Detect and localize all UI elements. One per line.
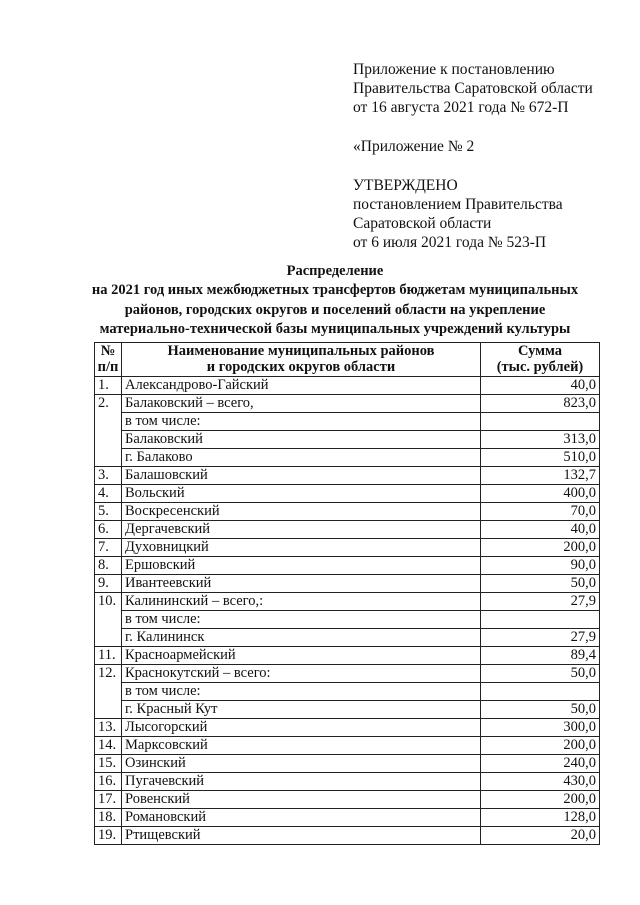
row-number-cell: 16.: [95, 773, 122, 791]
row-amount-cell: 132,7: [481, 467, 600, 485]
table-row: [95, 701, 600, 719]
table-row: [95, 773, 600, 791]
row-name-cell: Озинский: [122, 755, 481, 773]
approved-by-line: Саратовской области: [353, 215, 492, 232]
row-number-cell: 6.: [95, 521, 122, 539]
row-amount-cell: 27,9: [481, 629, 600, 647]
row-amount-cell: 240,0: [481, 755, 600, 773]
column-header-number: № п/п: [95, 343, 122, 377]
row-name-cell: Марксовский: [122, 737, 481, 755]
row-amount-cell: 40,0: [481, 377, 600, 395]
row-name-cell: Красноармейский: [122, 647, 481, 665]
appendix-label: «Приложение № 2: [353, 138, 475, 155]
row-amount-cell: [481, 683, 600, 701]
row-name-cell: Александрово-Гайский: [122, 377, 481, 395]
table-row: [95, 413, 600, 431]
row-name-cell: г. Балаково: [122, 449, 481, 467]
row-name-cell: Воскресенский: [122, 503, 481, 521]
row-amount-cell: 27,9: [481, 593, 600, 611]
row-amount-cell: 313,0: [481, 431, 600, 449]
row-number-cell: 8.: [95, 557, 122, 575]
row-number-cell: 3.: [95, 467, 122, 485]
row-name-cell: Лысогорский: [122, 719, 481, 737]
row-name-cell: Романовский: [122, 809, 481, 827]
table-row: [95, 575, 600, 593]
row-amount-cell: 70,0: [481, 503, 600, 521]
row-name-cell: Дергачевский: [122, 521, 481, 539]
row-amount-cell: 20,0: [481, 827, 600, 845]
table-row: [95, 539, 600, 557]
row-amount-cell: 40,0: [481, 521, 600, 539]
table-row: [95, 431, 600, 449]
header-line: Приложение к постановлению: [353, 61, 555, 78]
row-number-cell: 12.: [95, 665, 122, 683]
approved-label: УТВЕРЖДЕНО: [353, 177, 458, 194]
table-row: [95, 485, 600, 503]
row-amount-cell: 200,0: [481, 539, 600, 557]
row-number-cell: [95, 431, 122, 449]
document-title: [40, 262, 630, 339]
row-name-cell: Краснокутский – всего:: [122, 665, 481, 683]
title-line: материально-технической базы муниципальных учреждений культуры: [99, 320, 571, 337]
row-number-cell: 18.: [95, 809, 122, 827]
row-number-cell: 17.: [95, 791, 122, 809]
row-name-cell: Вольский: [122, 485, 481, 503]
row-amount-cell: 823,0: [481, 395, 600, 413]
column-header-name: Наименование муниципальных районов и городских округов области: [122, 343, 481, 377]
table-row: [95, 467, 600, 485]
row-number-cell: 14.: [95, 737, 122, 755]
row-name-cell: Балаковский: [122, 431, 481, 449]
row-number-cell: 19.: [95, 827, 122, 845]
table-body: [95, 377, 600, 845]
table-row: [95, 521, 600, 539]
row-number-cell: 15.: [95, 755, 122, 773]
row-number-cell: 2.: [95, 395, 122, 413]
row-number-cell: 5.: [95, 503, 122, 521]
row-amount-cell: 50,0: [481, 701, 600, 719]
table-row: [95, 719, 600, 737]
table-row: [95, 665, 600, 683]
row-name-cell: Ртищевский: [122, 827, 481, 845]
row-name-cell: Балаковский – всего,: [122, 395, 481, 413]
header-line: от 16 августа 2021 года № 672-П: [353, 99, 569, 116]
row-number-cell: [95, 701, 122, 719]
row-amount-cell: [481, 611, 600, 629]
table-row: [95, 629, 600, 647]
row-number-cell: [95, 449, 122, 467]
table-row: [95, 755, 600, 773]
table-row: [95, 647, 600, 665]
row-number-cell: 1.: [95, 377, 122, 395]
row-number-cell: 11.: [95, 647, 122, 665]
row-amount-cell: 300,0: [481, 719, 600, 737]
row-number-cell: [95, 413, 122, 431]
row-name-cell: г. Калининск: [122, 629, 481, 647]
row-amount-cell: 89,4: [481, 647, 600, 665]
approved-by-line: постановлением Правительства: [353, 196, 563, 213]
row-name-cell: в том числе:: [122, 683, 481, 701]
row-number-cell: [95, 683, 122, 701]
row-amount-cell: [481, 413, 600, 431]
table-row: [95, 449, 600, 467]
table-row: [95, 611, 600, 629]
row-name-cell: Духовницкий: [122, 539, 481, 557]
row-amount-cell: 200,0: [481, 791, 600, 809]
row-name-cell: Пугачевский: [122, 773, 481, 791]
table-header-row: [95, 343, 600, 377]
row-name-cell: в том числе:: [122, 611, 481, 629]
table-row: [95, 827, 600, 845]
table-row: [95, 503, 600, 521]
row-amount-cell: 50,0: [481, 575, 600, 593]
row-name-cell: Ивантеевский: [122, 575, 481, 593]
approved-by-line: от 6 июля 2021 года № 523-П: [353, 234, 547, 251]
table-row: [95, 377, 600, 395]
row-number-cell: [95, 629, 122, 647]
row-number-cell: 9.: [95, 575, 122, 593]
row-amount-cell: 510,0: [481, 449, 600, 467]
table-row: [95, 737, 600, 755]
row-amount-cell: 90,0: [481, 557, 600, 575]
header-line: Правительства Саратовской области: [353, 80, 593, 97]
row-number-cell: 4.: [95, 485, 122, 503]
row-number-cell: 7.: [95, 539, 122, 557]
row-number-cell: 10.: [95, 593, 122, 611]
row-number-cell: 13.: [95, 719, 122, 737]
row-name-cell: Ровенский: [122, 791, 481, 809]
row-amount-cell: 430,0: [481, 773, 600, 791]
table-row: [95, 395, 600, 413]
row-amount-cell: 400,0: [481, 485, 600, 503]
table-row: [95, 557, 600, 575]
row-amount-cell: 50,0: [481, 665, 600, 683]
distribution-table: [94, 342, 600, 845]
table-row: [95, 791, 600, 809]
row-amount-cell: 128,0: [481, 809, 600, 827]
row-amount-cell: 200,0: [481, 737, 600, 755]
table-row: [95, 593, 600, 611]
table-row: [95, 809, 600, 827]
row-name-cell: Балашовский: [122, 467, 481, 485]
row-name-cell: в том числе:: [122, 413, 481, 431]
title-line: Распределение: [286, 263, 384, 279]
header-block: [353, 60, 633, 252]
row-number-cell: [95, 611, 122, 629]
table-row: [95, 683, 600, 701]
column-header-sum: Сумма (тыс. рублей): [481, 343, 600, 377]
row-name-cell: Ершовский: [122, 557, 481, 575]
row-name-cell: г. Красный Кут: [122, 701, 481, 719]
title-line: районов, городских округов и поселений области на укрепление: [124, 301, 546, 318]
row-name-cell: Калининский – всего,:: [122, 593, 481, 611]
title-line: на 2021 год иных межбюджетных трансфертов бюджетам муниципальных: [91, 282, 579, 299]
